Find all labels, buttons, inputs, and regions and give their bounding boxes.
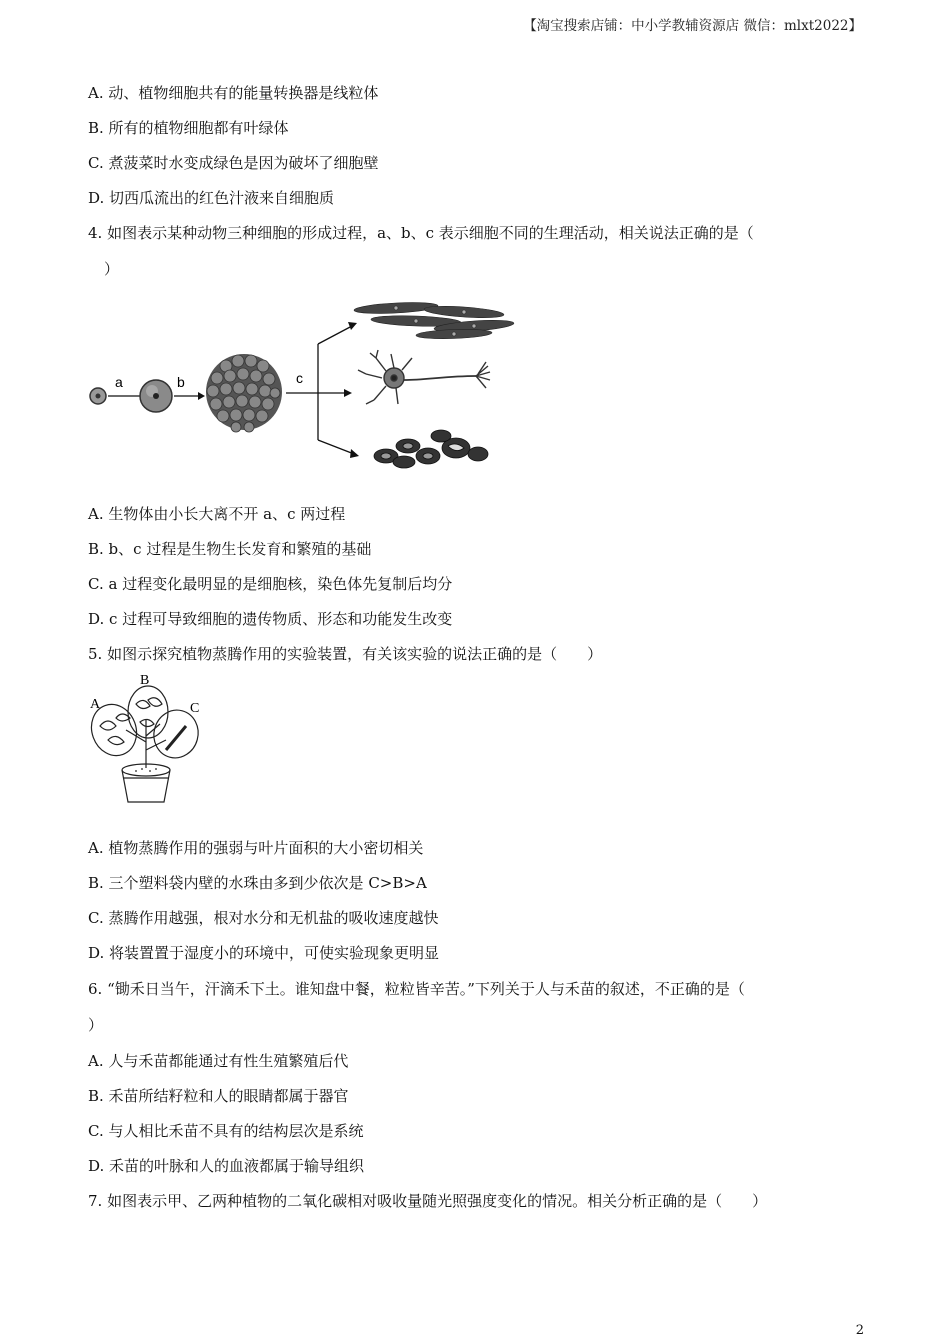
label-c: c [296,370,303,386]
label-bag-b: B [140,673,150,688]
q3-option-c: C. 煮菠菜时水变成绿色是因为破坏了细胞壁 [88,154,379,172]
blood-cells [374,430,488,468]
label-a: a [115,374,123,390]
plastic-bag-b [128,686,168,738]
q5-option-b: B. 三个塑料袋内壁的水珠由多到少依次是 C>B>A [88,874,427,892]
q6-stem-end: ） [88,1016,104,1034]
label-bag-a: A [90,697,101,712]
q5-option-d: D. 将装置置于湿度小的环境中，可使实验现象更明显 [88,944,440,962]
q4-option-a: A. 生物体由小长大离不开 a、c 两过程 [88,505,346,523]
q3-option-d: D. 切西瓜流出的红色汁液来自细胞质 [88,189,335,207]
q5-stem: 5. 如图示探究植物蒸腾作用的实验装置，有关该实验的说法正确的是（ ） [88,645,603,663]
cell-cluster [206,354,282,432]
q3-option-a: A. 动、植物细胞共有的能量转换器是线粒体 [88,84,379,102]
transpiration-experiment-figure [86,670,211,810]
label-b: b [177,374,185,390]
q3-option-b: B. 所有的植物细胞都有叶绿体 [88,119,289,137]
q6-option-c: C. 与人相比禾苗不具有的结构层次是系统 [88,1122,364,1140]
q5-option-c: C. 蒸腾作用越强，根对水分和无机盐的吸收速度越快 [88,909,439,927]
q4-option-d: D. c 过程可导致细胞的遗传物质、形态和功能发生改变 [88,610,453,628]
q6-option-a: A. 人与禾苗都能通过有性生殖繁殖后代 [88,1052,349,1070]
nerve-cell [358,350,490,404]
page-header: 【淘宝搜索店铺：中小学教辅资源店 微信：mlxt2022】 [523,18,862,34]
q6-option-b: B. 禾苗所结籽粒和人的眼睛都属于器官 [88,1087,349,1105]
q6-option-d: D. 禾苗的叶脉和人的血液都属于输导组织 [88,1157,365,1175]
single-cell-grown [140,380,172,412]
q6-stem: 6. “锄禾日当午，汗滴禾下土。谁知盘中餐，粒粒皆辛苦。”下列关于人与禾苗的叙述，不正确的是（ [88,980,745,998]
q4-option-c: C. a 过程变化最明显的是细胞核，染色体先复制后均分 [88,575,453,593]
cell-differentiation-figure [86,296,516,474]
q4-stem: 4. 如图表示某种动物三种细胞的形成过程，a、b、c 表示细胞不同的生理活动，相关说法正确的是（ [88,224,754,242]
label-bag-c: C [190,701,200,716]
page-number: 2 [855,1323,864,1338]
muscle-cells [354,301,514,340]
single-cell-small [90,388,106,404]
q4-option-b: B. b、c 过程是生物生长发育和繁殖的基础 [88,540,372,558]
q7-stem: 7. 如图表示甲、乙两种植物的二氧化碳相对吸收量随光照强度变化的情况。相关分析正确的是（ ） [88,1192,768,1210]
q5-option-a: A. 植物蒸腾作用的强弱与叶片面积的大小密切相关 [88,839,424,857]
q4-stem-end: ） [104,260,120,278]
